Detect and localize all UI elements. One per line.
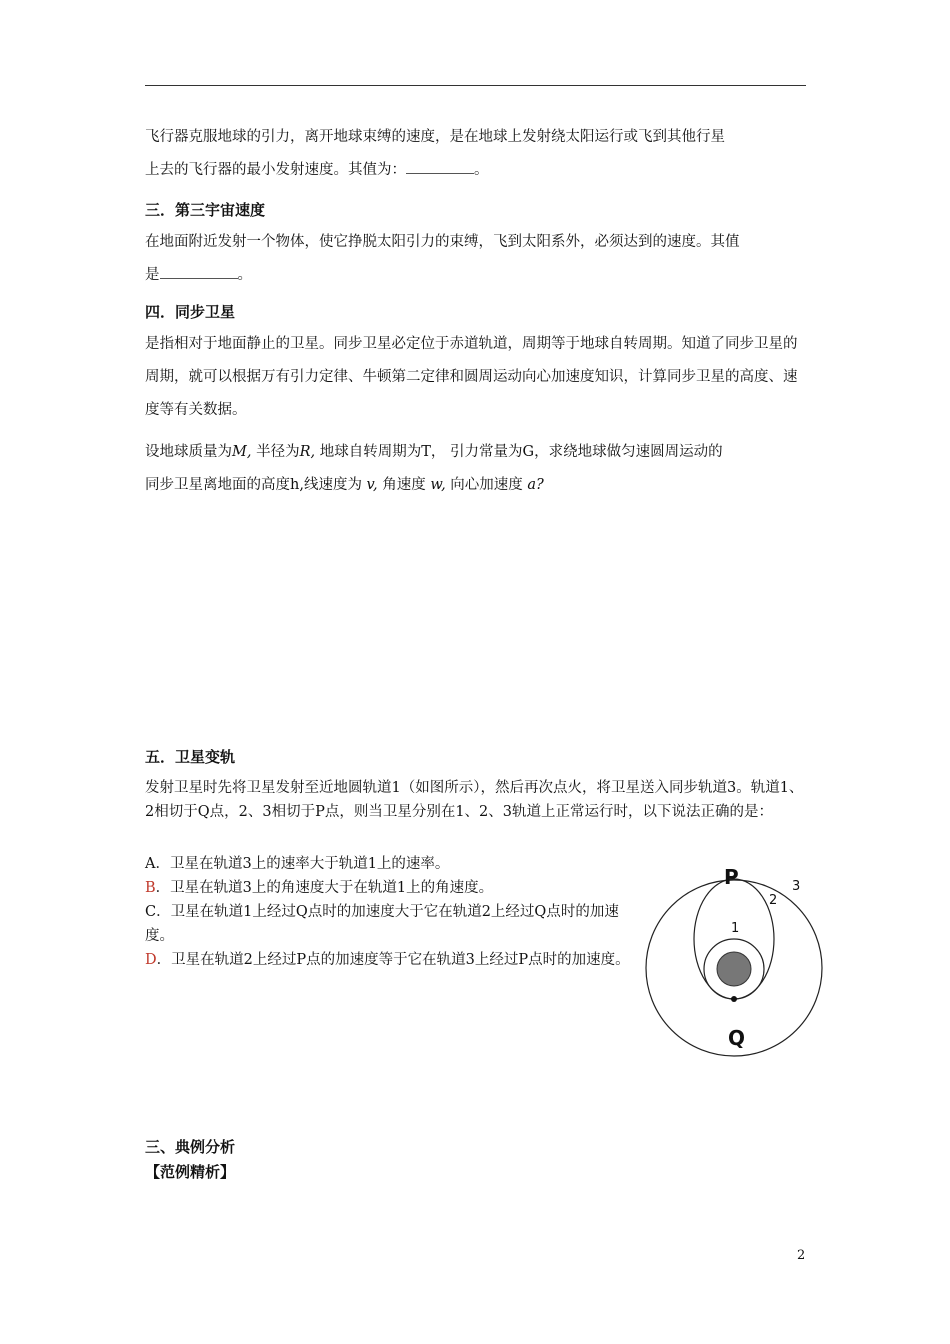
page-number: 2 <box>797 1248 806 1263</box>
header-rule <box>145 85 806 86</box>
earth-icon <box>717 952 751 986</box>
answer-blank-escape[interactable] <box>406 159 474 174</box>
heading-example-analysis: 【范例精析】 <box>145 1163 236 1181</box>
label-2: 2 <box>769 893 778 908</box>
label-3: 3 <box>792 879 801 894</box>
label-1: 1 <box>731 921 740 936</box>
third-velocity-paragraph: 在地面附近发射一个物体，使它挣脱太阳引力的束缚，飞到太阳系外，必须达到的速度。其值 是 。 <box>145 234 740 283</box>
sync-question: 设地球质量为M, 半径为R, 地球自转周期为T， 引力常量为G，求绕地球做匀速圆周运动的 同步卫星离地面的高度h,线速度为 v, 角速度 w, 向心加速度 a? <box>145 444 723 493</box>
heading-synchronous-satellite: 四．同步卫星 <box>145 303 236 321</box>
orbit-intro: 发射卫星时先将卫星发射至近地圆轨道1（如图所示），然后再次点火，将卫星送入同步轨道3。轨道1、2相切于Q点，2、3相切于P点，则当卫星分别在1、2、3轨道上正常运行时，以下说法正确的是： <box>145 780 804 820</box>
option-b: B．卫星在轨道3上的角速度大于在轨道1上的角速度。 <box>145 880 494 896</box>
answer-blank-third[interactable] <box>160 264 238 279</box>
point-q-dot <box>731 996 737 1002</box>
orbit-diagram <box>640 860 830 1060</box>
option-c: C．卫星在轨道1上经过Q点时的加速度大于它在轨道2上经过Q点时的加速度。 <box>145 904 619 944</box>
heading-orbit-transfer: 五．卫星变轨 <box>145 748 236 766</box>
escape-velocity-paragraph: 飞行器克服地球的引力，离开地球束缚的速度，是在地球上发射绕太阳运行或飞到其他行星 上去的飞行器的最小发射速度。其值为： 。 <box>145 129 725 178</box>
option-d: D．卫星在轨道2上经过P点的加速度等于它在轨道3上经过P点时的加速度。 <box>145 952 630 968</box>
label-q: Q <box>728 1026 746 1050</box>
heading-examples: 三、典例分析 <box>145 1138 236 1156</box>
escape-line-1: 飞行器克服地球的引力，离开地球束缚的速度，是在地球上发射绕太阳运行或飞到其他行星 <box>145 129 725 145</box>
option-a: A．卫星在轨道3上的速率大于轨道1上的速率。 <box>145 856 450 872</box>
label-p: P <box>724 865 739 889</box>
escape-line-2: 上去的飞行器的最小发射速度。其值为： <box>145 162 406 178</box>
heading-third-cosmic-velocity: 三．第三宇宙速度 <box>145 201 266 219</box>
sync-paragraph: 是指相对于地面静止的卫星。同步卫星必定位于赤道轨道，周期等于地球自转周期。知道了同步卫星的周期，就可以根据万有引力定律、牛顿第二定律和圆周运动向心加速度知识，计算同步卫星的高度、速度等有关数据。 <box>145 336 798 418</box>
